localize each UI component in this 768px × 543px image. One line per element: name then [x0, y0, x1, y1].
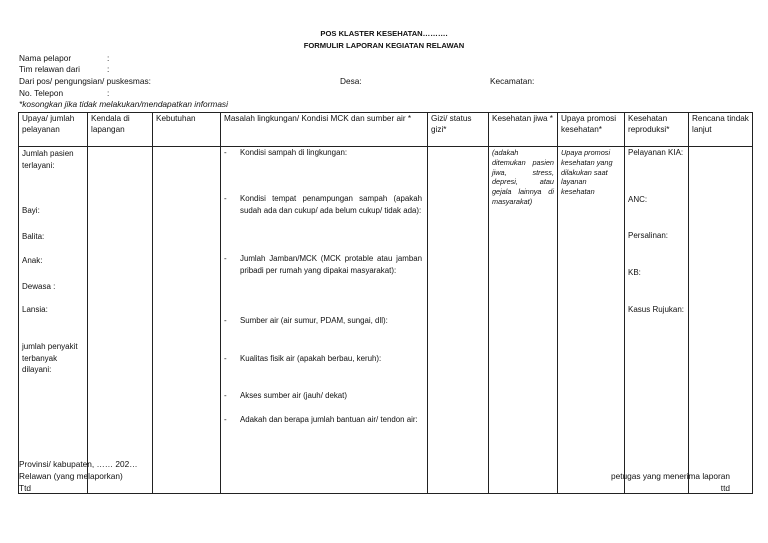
cell-rencana-tindak-lanjut[interactable] — [689, 147, 753, 494]
jiwa-note: (adakah ditemukan pasien jiwa, stress, depresi, atau gejala lainnya di masyarakat) — [492, 148, 554, 206]
masalah-item-sampah: - Kondisi sampah di lingkungan: — [224, 148, 348, 157]
label-no-telepon: No. Telepon — [19, 88, 64, 98]
colon-tim-relawan: : — [107, 64, 110, 74]
label-desa: Desa: — [340, 76, 362, 86]
table-row — [19, 147, 753, 494]
cell-masalah-lingkungan[interactable] — [221, 147, 428, 494]
footer-ttd-right: ttd — [720, 483, 730, 493]
repro-item-persalinan: Persalinan: — [628, 231, 669, 240]
colon-nama-pelapor: : — [107, 53, 110, 63]
cell-kebutuhan[interactable] — [153, 147, 221, 494]
label-kecamatan: Kecamatan: — [490, 76, 535, 86]
header-upaya: Upaya/ jumlah pelayanan — [19, 113, 88, 147]
repro-item-kb: KB: — [628, 268, 641, 277]
cell-kesehatan-jiwa[interactable] — [489, 147, 558, 494]
table-header-row — [19, 113, 753, 147]
label-dari-pos: Dari pos/ pengungsian/ puskesmas: — [19, 76, 151, 86]
item-balita: Balita: — [22, 232, 45, 241]
header-kesehatan-reproduksi: Kesehatan reproduksi* — [625, 113, 689, 147]
promosi-note: Upaya promosi kesehatan yang dilakukan saat layanan kesehatan — [561, 148, 613, 197]
header-rencana-tindak-lanjut: Rencana tindak lanjut — [689, 113, 753, 147]
masalah-item-jamban: - Jumlah Jamban/MCK (MCK protable atau jamban pribadi per rumah yang dipakai masyarakat): — [224, 254, 422, 275]
masalah-item-bantuan-air: - Adakah dan berapa jumlah bantuan air/ tendon air: — [224, 415, 418, 424]
item-jumlah-pasien: Jumlah pasien terlayani: — [22, 149, 74, 170]
report-table — [18, 112, 753, 494]
form-title: FORMULIR LAPORAN KEGIATAN RELAWAN — [303, 41, 465, 50]
header-upaya-promosi: Upaya promosi kesehatan* — [558, 113, 625, 147]
footer-ttd-left: Ttd — [19, 483, 31, 493]
note-kosongkan: *kosongkan jika tidak melakukan/mendapatkan informasi — [19, 99, 228, 109]
label-tim-relawan: Tim relawan dari — [19, 64, 81, 74]
repro-item-kia: Pelayanan KIA: — [628, 148, 684, 157]
masalah-item-penampungan-sampah: - Kondisi tempat penampungan sampah (apakah sudah ada dan cukup/ ada belum cukup/ tidak ada): — [224, 194, 422, 215]
item-jumlah-penyakit: jumlah penyakit terbanyak dilayani: — [22, 342, 78, 374]
cell-kesehatan-reproduksi[interactable] — [625, 147, 689, 494]
footer-relawan: Relawan (yang melaporkan) — [19, 471, 123, 481]
item-dewasa: Dewasa : — [22, 282, 56, 291]
header-kesehatan-jiwa: Kesehatan jiwa * — [489, 113, 558, 147]
colon-no-telepon: : — [107, 88, 110, 98]
header-masalah-lingkungan: Masalah lingkungan/ Kondisi MCK dan sumber air * — [221, 113, 428, 147]
masalah-item-kualitas-air: - Kualitas fisik air (apakah berbau, keruh): — [224, 354, 382, 363]
cell-kendala[interactable] — [88, 147, 153, 494]
footer-petugas: petugas yang menerima laporan — [611, 471, 730, 481]
cell-upaya[interactable] — [19, 147, 88, 494]
masalah-item-sumber-air: - Sumber air (air sumur, PDAM, sungai, dll): — [224, 316, 388, 325]
cell-gizi[interactable] — [428, 147, 489, 494]
repro-item-anc: ANC: — [628, 195, 648, 204]
header-gizi: Gizi/ status gizi* — [428, 113, 489, 147]
repro-item-kasus-rujukan: Kasus Rujukan: — [628, 305, 685, 314]
cell-upaya-promosi[interactable] — [558, 147, 625, 494]
header-kendala: Kendala di lapangan — [88, 113, 153, 147]
item-bayi: Bayi: — [22, 206, 40, 215]
item-lansia: Lansia: — [22, 305, 48, 314]
masalah-item-akses-air: - Akses sumber air (jauh/ dekat) — [224, 391, 348, 400]
header-kebutuhan: Kebutuhan — [153, 113, 221, 147]
item-anak: Anak: — [22, 256, 43, 265]
form-header-title: POS KLASTER KESEHATAN………. — [320, 29, 448, 38]
footer-provinsi: Provinsi/ kabupaten, …… 202… — [19, 459, 138, 469]
label-nama-pelapor: Nama pelapor — [19, 53, 72, 63]
